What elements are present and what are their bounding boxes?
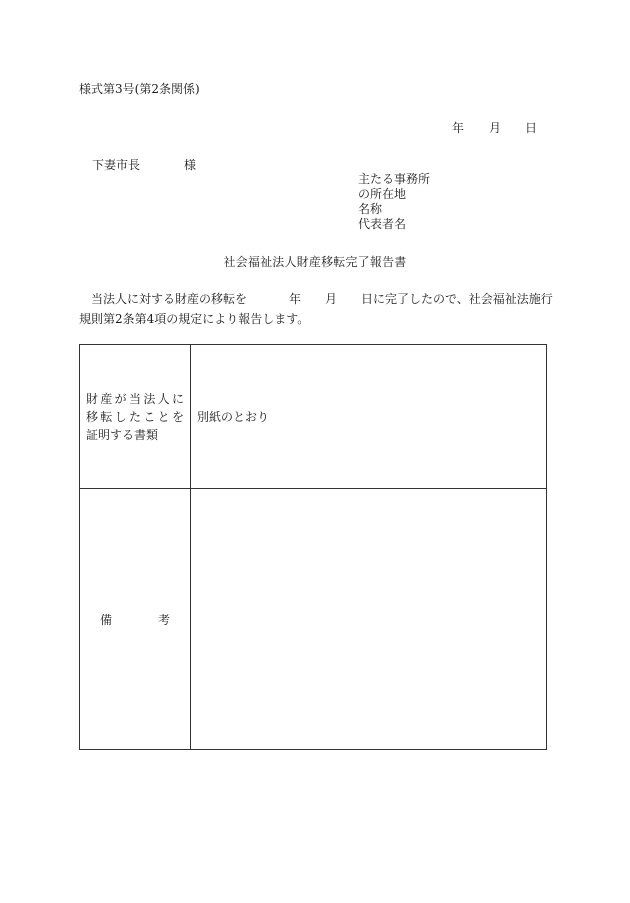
applicant-name-label: 名称 <box>358 202 383 216</box>
table-row <box>80 345 547 489</box>
table-row <box>80 489 547 750</box>
body-line1-month: 月 <box>325 292 338 306</box>
body-line1-year: 年 <box>289 292 302 306</box>
applicant-office-label-2: の所在地 <box>358 187 407 201</box>
proof-label-line-1: 財産が当法人に <box>86 391 184 406</box>
date-year-label: 年 <box>452 121 465 135</box>
remarks-label-right: 考 <box>157 612 170 627</box>
proof-documents-value: 別紙のとおり <box>197 410 270 424</box>
body-line2: 規則第2条第4項の規定により報告します。 <box>79 312 310 326</box>
proof-label-line-2: 移転したことを <box>86 409 184 424</box>
body-line-1 <box>79 289 553 309</box>
form-number: 様式第3号(第2条関係) <box>79 82 200 96</box>
applicant-office-label-1: 主たる事務所 <box>358 172 431 186</box>
remarks-label <box>80 611 190 628</box>
remarks-label-left: 備 <box>100 612 113 627</box>
addressee-mayor: 下妻市長 <box>92 158 141 172</box>
applicant-representative-label: 代表者名 <box>358 217 407 231</box>
proof-label-line-3: 証明する書類 <box>86 427 159 442</box>
document-title: 社会福祉法人財産移転完了報告書 <box>223 255 407 269</box>
proof-documents-label <box>80 390 190 444</box>
addressee-honorific: 様 <box>184 158 197 172</box>
body-line1-suffix: 日に完了したので、社会福祉法施行 <box>361 292 553 306</box>
remarks-value-cell[interactable] <box>191 489 547 750</box>
proof-documents-label-cell <box>80 345 191 489</box>
proof-documents-value-cell[interactable] <box>191 345 547 489</box>
report-table <box>79 344 547 750</box>
date-month-label: 月 <box>489 121 502 135</box>
body-text <box>79 289 553 329</box>
date-day-label: 日 <box>525 121 538 135</box>
body-line-2 <box>79 309 549 329</box>
body-line1-prefix: 当法人に対する財産の移転を <box>91 292 248 306</box>
remarks-label-cell <box>80 489 191 750</box>
applicant-block <box>358 172 430 232</box>
